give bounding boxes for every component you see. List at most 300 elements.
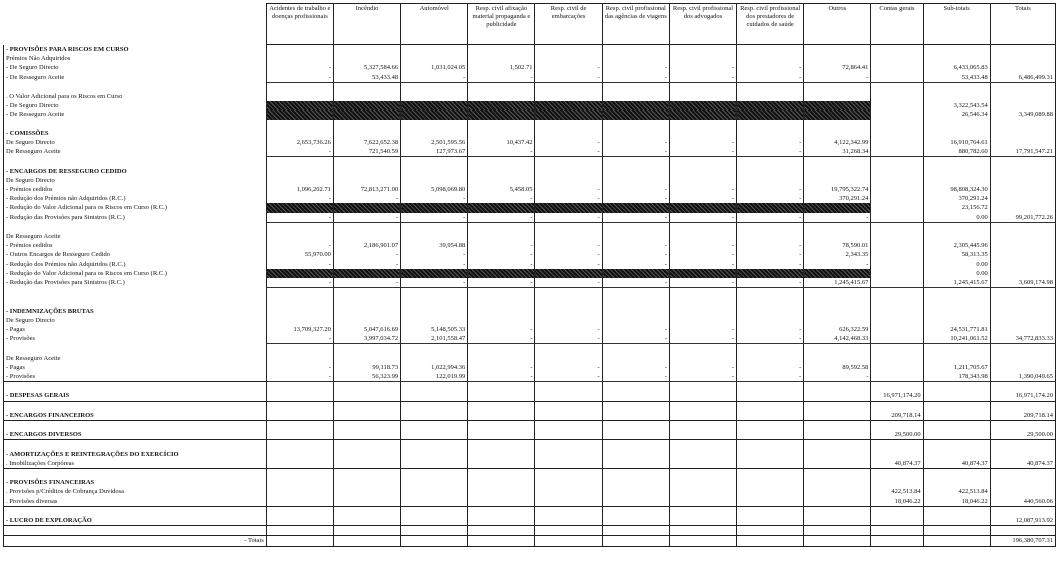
cell-value: [401, 54, 468, 63]
table-row: [4, 401, 1056, 411]
cell-value: [333, 401, 400, 411]
cell-value: [401, 468, 468, 478]
cell-value: [804, 316, 871, 325]
cell-value: [871, 222, 923, 232]
row-label: - Redução das Provisões para Sinistros (R.C.): [4, 278, 267, 288]
cell-value: [871, 307, 923, 316]
cell-value: -: [737, 325, 804, 334]
table-row: [4, 147, 1056, 157]
cell-value: [468, 497, 535, 507]
cell-value: [266, 176, 333, 185]
cell-value: [535, 92, 602, 101]
cell-value: 721,540.59: [333, 147, 400, 157]
cell-value: [804, 516, 871, 526]
cell-value: [535, 516, 602, 526]
cell-value: [669, 54, 736, 63]
table-row: [4, 250, 1056, 259]
cell-value: [468, 391, 535, 401]
cell-value: [669, 269, 736, 278]
cell-value: -: [737, 147, 804, 157]
cell-value: 16,971,174.20: [871, 391, 923, 401]
cell-value: [737, 92, 804, 101]
cell-value: [871, 316, 923, 325]
cell-value: [266, 497, 333, 507]
cell-value: [266, 167, 333, 176]
cell-value: [401, 354, 468, 363]
cell-value: [990, 138, 1055, 147]
cell-value: [871, 468, 923, 478]
column-header: [4, 4, 267, 45]
cell-value: [602, 101, 669, 110]
cell-value: [602, 391, 669, 401]
cell-value: 3,322,543.54: [923, 101, 990, 110]
table-row: [4, 185, 1056, 194]
row-label: [4, 468, 267, 478]
table-header: [4, 4, 1056, 45]
cell-value: [602, 232, 669, 241]
cell-value: [923, 516, 990, 526]
table-row: [4, 334, 1056, 344]
cell-value: [804, 430, 871, 440]
row-label: De Resseguro Aceite: [4, 354, 267, 363]
table-row: [4, 241, 1056, 250]
row-label: - Provisões: [4, 372, 267, 382]
cell-value: [468, 203, 535, 212]
cell-value: [333, 344, 400, 354]
cell-value: -: [401, 194, 468, 203]
cell-value: [669, 167, 736, 176]
table-row: [4, 101, 1056, 110]
cell-value: [804, 54, 871, 63]
column-header: Sub-totais: [923, 4, 990, 45]
cell-value: [602, 307, 669, 316]
cell-value: [401, 288, 468, 298]
cell-value: 29,500.00: [871, 430, 923, 440]
cell-value: [804, 411, 871, 421]
cell-value: [669, 45, 736, 55]
cell-value: 1,502.71: [468, 63, 535, 72]
cell-value: 127,973.67: [401, 147, 468, 157]
cell-value: -: [737, 138, 804, 147]
cell-value: [990, 129, 1055, 138]
cell-value: [401, 391, 468, 401]
cell-value: 1,390,049.65: [990, 372, 1055, 382]
cell-value: 626,322.59: [804, 325, 871, 334]
table-row: [4, 459, 1056, 469]
cell-value: [602, 526, 669, 536]
cell-value: [990, 316, 1055, 325]
cell-value: [535, 45, 602, 55]
cell-value: 0.00: [923, 213, 990, 223]
row-label: - De Resseguro Aceite: [4, 73, 267, 83]
cell-value: [468, 120, 535, 129]
table-row: [4, 232, 1056, 241]
cell-value: [871, 269, 923, 278]
cell-value: 209,718.14: [990, 411, 1055, 421]
column-header: Acidentes de trabalho e doenças profissionais: [266, 4, 333, 45]
cell-value: [333, 203, 400, 212]
cell-value: [669, 288, 736, 298]
cell-value: [468, 450, 535, 459]
cell-value: [602, 222, 669, 232]
cell-value: [990, 401, 1055, 411]
table-body: [4, 45, 1056, 547]
cell-value: [401, 297, 468, 306]
cell-value: [333, 536, 400, 546]
cell-value: [266, 420, 333, 430]
cell-value: -: [602, 325, 669, 334]
cell-value: [333, 440, 400, 450]
cell-value: [468, 157, 535, 167]
cell-value: [923, 391, 990, 401]
row-label: De Seguro Directo: [4, 316, 267, 325]
table-row: [4, 382, 1056, 392]
cell-value: [737, 354, 804, 363]
cell-value: [737, 45, 804, 55]
cell-value: 5,098,069.80: [401, 185, 468, 194]
cell-value: [333, 307, 400, 316]
cell-value: [871, 73, 923, 83]
table-row: [4, 269, 1056, 278]
row-label: - ENCARGOS DIVERSOS: [4, 430, 267, 440]
cell-value: [990, 232, 1055, 241]
cell-value: 1,211,705.67: [923, 363, 990, 372]
cell-value: [602, 478, 669, 487]
table-row: [4, 260, 1056, 269]
cell-value: [737, 222, 804, 232]
cell-value: [804, 82, 871, 92]
cell-value: [401, 120, 468, 129]
cell-value: [401, 101, 468, 110]
cell-value: [401, 129, 468, 138]
cell-value: [737, 82, 804, 92]
cell-value: [602, 497, 669, 507]
cell-value: [871, 354, 923, 363]
cell-value: [333, 157, 400, 167]
cell-value: [266, 297, 333, 306]
cell-value: [602, 203, 669, 212]
cell-value: [804, 459, 871, 469]
cell-value: [602, 176, 669, 185]
cell-value: [737, 391, 804, 401]
row-label: - AMORTIZAÇÕES E REINTEGRAÇÕES DO EXERCÍCIO: [4, 450, 267, 459]
cell-value: [871, 92, 923, 101]
table-row: [4, 278, 1056, 288]
cell-value: [804, 157, 871, 167]
cell-value: -: [535, 185, 602, 194]
cell-value: -: [669, 63, 736, 72]
cell-value: 4,122,342.99: [804, 138, 871, 147]
cell-value: -: [468, 260, 535, 269]
cell-value: [333, 506, 400, 516]
cell-value: [669, 307, 736, 316]
cell-value: [602, 297, 669, 306]
cell-value: -: [535, 194, 602, 203]
cell-value: [737, 54, 804, 63]
cell-value: [535, 536, 602, 546]
cell-value: -: [669, 260, 736, 269]
cell-value: [804, 391, 871, 401]
row-label: - PROVISÕES FINANCEIRAS: [4, 478, 267, 487]
cell-value: -: [535, 241, 602, 250]
cell-value: [401, 110, 468, 119]
cell-value: [990, 344, 1055, 354]
cell-value: [468, 459, 535, 469]
cell-value: [535, 401, 602, 411]
cell-value: [535, 440, 602, 450]
cell-value: [923, 157, 990, 167]
row-label: - Redução das Provisões para Sinistros (R.C.): [4, 213, 267, 223]
cell-value: [602, 288, 669, 298]
row-label: . Provisões diversas: [4, 497, 267, 507]
cell-value: [804, 110, 871, 119]
cell-value: -: [669, 241, 736, 250]
cell-value: [266, 129, 333, 138]
cell-value: [669, 176, 736, 185]
cell-value: 370,291.24: [923, 194, 990, 203]
cell-value: [468, 307, 535, 316]
cell-value: -: [804, 213, 871, 223]
cell-value: [266, 516, 333, 526]
cell-value: 12,087,913.92: [990, 516, 1055, 526]
cell-value: -: [468, 250, 535, 259]
cell-value: [333, 468, 400, 478]
cell-value: [990, 157, 1055, 167]
cell-value: [602, 316, 669, 325]
table-row: [4, 430, 1056, 440]
cell-value: [468, 176, 535, 185]
cell-value: -: [737, 260, 804, 269]
cell-value: [535, 288, 602, 298]
cell-value: [602, 536, 669, 546]
cell-value: [871, 278, 923, 288]
cell-value: -: [669, 334, 736, 344]
cell-value: [737, 420, 804, 430]
cell-value: -: [468, 147, 535, 157]
cell-value: -: [266, 147, 333, 157]
cell-value: [669, 82, 736, 92]
cell-value: [401, 344, 468, 354]
cell-value: [990, 506, 1055, 516]
column-header: Totais: [990, 4, 1055, 45]
cell-value: 4,142,468.33: [804, 334, 871, 344]
row-label: - Pagas: [4, 363, 267, 372]
cell-value: [669, 487, 736, 496]
cell-value: [266, 203, 333, 212]
cell-value: [401, 92, 468, 101]
cell-value: [535, 506, 602, 516]
cell-value: [468, 232, 535, 241]
cell-value: [804, 401, 871, 411]
cell-value: [468, 382, 535, 392]
cell-value: [602, 459, 669, 469]
cell-value: [923, 430, 990, 440]
column-header: Resp. civil de embarcações: [535, 4, 602, 45]
cell-value: [871, 260, 923, 269]
cell-value: -: [737, 363, 804, 372]
cell-value: [333, 487, 400, 496]
cell-value: [468, 526, 535, 536]
cell-value: 58,313.35: [923, 250, 990, 259]
table-row: [4, 516, 1056, 526]
cell-value: [990, 120, 1055, 129]
cell-value: [602, 430, 669, 440]
cell-value: 2,305,445.96: [923, 241, 990, 250]
cell-value: [266, 288, 333, 298]
cell-value: [266, 411, 333, 421]
cell-value: [266, 222, 333, 232]
row-label: - De Seguro Directo: [4, 63, 267, 72]
cell-value: 16,971,174.20: [990, 391, 1055, 401]
cell-value: [266, 401, 333, 411]
cell-value: -: [669, 372, 736, 382]
cell-value: [923, 382, 990, 392]
cell-value: [333, 288, 400, 298]
cell-value: [923, 120, 990, 129]
cell-value: [990, 185, 1055, 194]
cell-value: [401, 526, 468, 536]
cell-value: -: [737, 185, 804, 194]
cell-value: [468, 82, 535, 92]
cell-value: [990, 269, 1055, 278]
cell-value: [737, 129, 804, 138]
cell-value: [266, 82, 333, 92]
cell-value: 39,954.88: [401, 241, 468, 250]
cell-value: [401, 497, 468, 507]
cell-value: -: [804, 372, 871, 382]
cell-value: 6,433,065.83: [923, 63, 990, 72]
cell-value: 1,031,024.05: [401, 63, 468, 72]
table-row: [4, 222, 1056, 232]
row-label: [4, 120, 267, 129]
cell-value: -: [266, 194, 333, 203]
cell-value: [669, 411, 736, 421]
cell-value: [804, 420, 871, 430]
cell-value: [990, 325, 1055, 334]
cell-value: [468, 430, 535, 440]
cell-value: [923, 440, 990, 450]
cell-value: -: [535, 147, 602, 157]
cell-value: 10,241,061.52: [923, 334, 990, 344]
cell-value: -: [468, 325, 535, 334]
cell-value: [266, 487, 333, 496]
cell-value: [535, 354, 602, 363]
cell-value: -: [401, 213, 468, 223]
cell-value: [990, 63, 1055, 72]
cell-value: 3,349,089.88: [990, 110, 1055, 119]
row-label: - De Seguro Directo: [4, 101, 267, 110]
table-row: [4, 63, 1056, 72]
column-header: Contas gerais: [871, 4, 923, 45]
cell-value: 880,782.60: [923, 147, 990, 157]
cell-value: [923, 478, 990, 487]
cell-value: [923, 54, 990, 63]
cell-value: [871, 536, 923, 546]
row-label: - Redução dos Prémios não Adquiridos (R.C.): [4, 194, 267, 203]
row-label: [4, 420, 267, 430]
row-label: - Prémios cedidos: [4, 241, 267, 250]
cell-value: [871, 110, 923, 119]
cell-value: [923, 344, 990, 354]
cell-value: [468, 354, 535, 363]
cell-value: [401, 420, 468, 430]
cell-value: [266, 307, 333, 316]
cell-value: [737, 526, 804, 536]
cell-value: [737, 307, 804, 316]
cell-value: [990, 288, 1055, 298]
cell-value: [990, 440, 1055, 450]
cell-value: [468, 110, 535, 119]
cell-value: [871, 297, 923, 306]
cell-value: -: [602, 334, 669, 344]
cell-value: [401, 450, 468, 459]
cell-value: 24,531,771.81: [923, 325, 990, 334]
cell-value: [266, 269, 333, 278]
cell-value: 440,560.06: [990, 497, 1055, 507]
cell-value: [468, 506, 535, 516]
cell-value: 3,609,174.98: [990, 278, 1055, 288]
cell-value: [401, 222, 468, 232]
cell-value: [468, 487, 535, 496]
cell-value: -: [266, 241, 333, 250]
cell-value: [923, 167, 990, 176]
cell-value: [468, 478, 535, 487]
cell-value: [266, 459, 333, 469]
cell-value: [333, 497, 400, 507]
cell-value: [871, 120, 923, 129]
cell-value: [266, 101, 333, 110]
cell-value: [871, 157, 923, 167]
cell-value: 5,047,616.69: [333, 325, 400, 334]
cell-value: 89,592.58: [804, 363, 871, 372]
cell-value: -: [602, 213, 669, 223]
cell-value: [602, 401, 669, 411]
row-label: [4, 440, 267, 450]
cell-value: [266, 536, 333, 546]
cell-value: [923, 222, 990, 232]
cell-value: [990, 297, 1055, 306]
cell-value: 23,156.72: [923, 203, 990, 212]
cell-value: [401, 232, 468, 241]
cell-value: [669, 478, 736, 487]
table-row: [4, 354, 1056, 363]
cell-value: [602, 45, 669, 55]
cell-value: [468, 420, 535, 430]
cell-value: [468, 440, 535, 450]
cell-value: [990, 478, 1055, 487]
cell-value: -: [333, 260, 400, 269]
cell-value: [804, 176, 871, 185]
cell-value: -: [669, 325, 736, 334]
cell-value: 55,970.00: [266, 250, 333, 259]
cell-value: 26,546.34: [923, 110, 990, 119]
cell-value: [871, 129, 923, 138]
cell-value: [669, 459, 736, 469]
cell-value: -: [804, 260, 871, 269]
cell-value: [468, 401, 535, 411]
cell-value: [737, 382, 804, 392]
cell-value: [333, 459, 400, 469]
cell-value: [535, 411, 602, 421]
cell-value: [535, 526, 602, 536]
table-row: [4, 167, 1056, 176]
row-label: - COMISSÕES: [4, 129, 267, 138]
cell-value: [804, 440, 871, 450]
cell-value: 2,501,595.56: [401, 138, 468, 147]
cell-value: -: [669, 138, 736, 147]
row-label: [4, 297, 267, 306]
cell-value: -: [669, 194, 736, 203]
